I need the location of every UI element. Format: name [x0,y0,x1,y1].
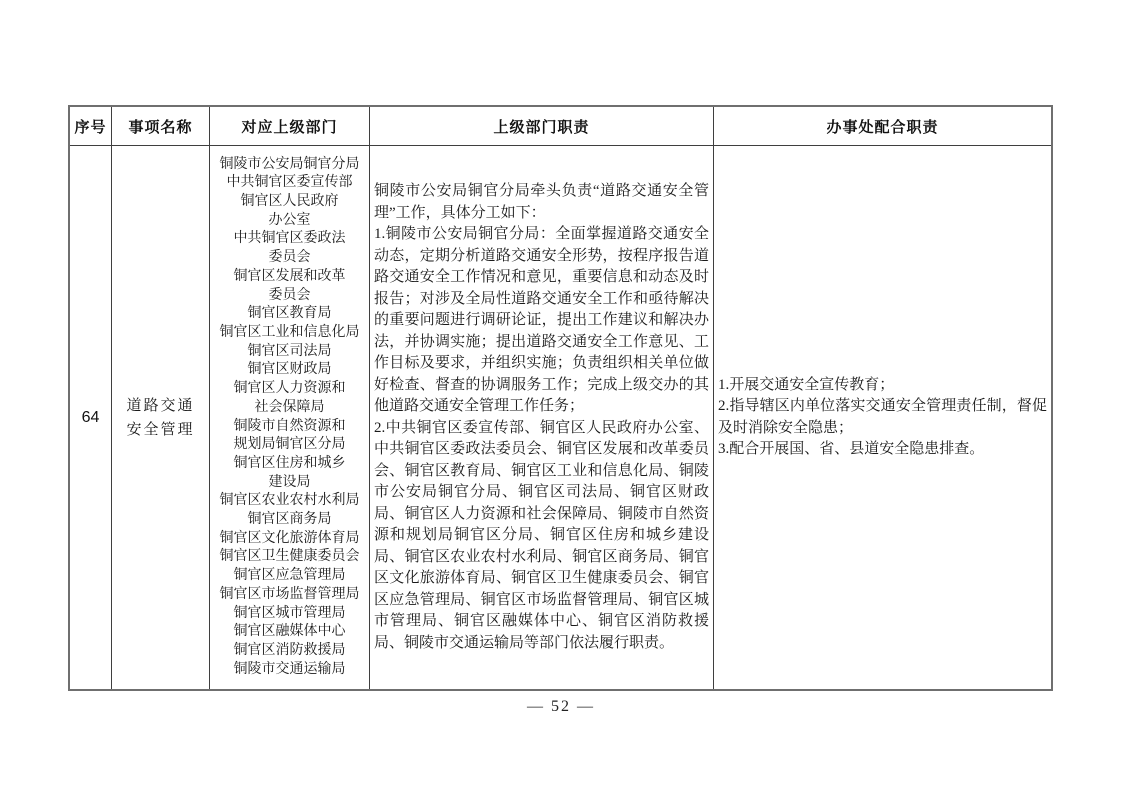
responsibility-table [68,105,1053,691]
item-name-line: 道路交通 [126,397,195,414]
item-name-cell [112,146,210,689]
department-line: 铜官区住房和城乡 [233,455,346,471]
department-line: 铜官区人力资源和 [233,381,346,397]
department-line: 社会保障局 [254,399,325,415]
office-duty-paragraph: 3.配合开展国、省、县道安全隐患排查。 [718,441,985,457]
department-line: 铜官区发展和改革 [233,268,346,284]
department-line: 铜官区文化旅游体育局 [219,530,360,546]
department-line: 铜陵市公安局铜官分局 [219,156,360,172]
superior-duty-paragraph: 1.铜陵市公安局铜官分局：全面掌握道路交通安全动态，定期分析道路交通安全形势，按程序报告道路交通安全工作情况和意见，重要信息和动态及时报告；对涉及全局性道路交通安全工作和亟待解决的重要问题进行调研论证，提出工作建议和解决办法，并协调实施；提出道路交通安全工作意见、工作目标及要求，并组织实施；负责组织相关单位做好检查、督查的协调服务工作；完成上级交办的其他道路交通安全管理工作任务； [374,226,709,414]
page-number: — 52 — [527,698,595,715]
col-header-item-name: 事项名称 [112,107,210,146]
office-duties-cell [714,146,1051,689]
department-line: 铜官区应急管理局 [233,568,346,584]
department-line: 铜官区融媒体中心 [233,624,346,640]
superior-duties-cell [370,146,714,689]
department-line: 铜官区教育局 [247,306,332,322]
department-line: 办公室 [268,212,311,228]
department-line: 铜陵市交通运输局 [233,661,346,677]
col-header-office-duties: 办事处配合职责 [714,107,1051,146]
department-line: 铜官区司法局 [247,343,332,359]
department-line: 中共铜官区委宣传部 [226,175,353,191]
item-name-line: 安全管理 [126,421,195,438]
col-header-superior-duties: 上级部门职责 [370,107,714,146]
departments-cell [210,146,370,689]
department-line: 铜官区人民政府 [240,194,339,210]
department-line: 铜官区市场监督管理局 [219,586,360,602]
department-line: 委员会 [268,250,311,266]
department-line: 铜官区农业农村水利局 [219,493,360,509]
department-line: 委员会 [268,287,311,303]
seq-no-cell: 64 [70,146,112,689]
department-line: 铜官区消防救援局 [233,642,346,658]
department-line: 建设局 [268,474,311,490]
office-duty-paragraph: 2.指导辖区内单位落实交通安全管理责任制，督促及时消除安全隐患； [718,398,1047,436]
department-line: 铜官区卫生健康委员会 [219,549,360,565]
office-duty-paragraph: 1.开展交通安全宣传教育； [718,376,895,393]
department-line: 铜官区财政局 [247,362,332,378]
superior-duty-paragraph: 铜陵市公安局铜官分局牵头负责“道路交通安全管理”工作，具体分工如下： [374,183,709,221]
department-line: 铜官区商务局 [247,512,332,528]
department-line: 规划局铜官区分局 [233,437,346,453]
department-line: 铜官区工业和信息化局 [219,324,360,340]
department-line: 中共铜官区委政法 [233,231,346,247]
superior-duty-paragraph: 2.中共铜官区委宣传部、铜官区人民政府办公室、中共铜官区委政法委员会、铜官区发展和改革委员会、铜官区教育局、铜官区工业和信息化局、铜陵市公安局铜官分局、铜官区司法局、铜官区财政局、铜官区人力资源和社会保障局、铜陵市自然资源和规划局铜官区分局、铜官区住房和城乡建设局、铜官区农业农村水利局、铜官区商务局、铜官区文化旅游体育局、铜官区卫生健康委员会、铜官区应急管理局、铜官区市场监督管理局、铜官区城市管理局、铜官区融媒体中心、铜官区消防救援局、铜陵市交通运输局等部门依法履行职责。 [374,419,709,651]
department-line: 铜陵市自然资源和 [233,418,346,434]
col-header-superior-departments: 对应上级部门 [210,107,370,146]
department-line: 铜官区城市管理局 [233,605,346,621]
col-header-seq-no: 序号 [70,107,112,146]
